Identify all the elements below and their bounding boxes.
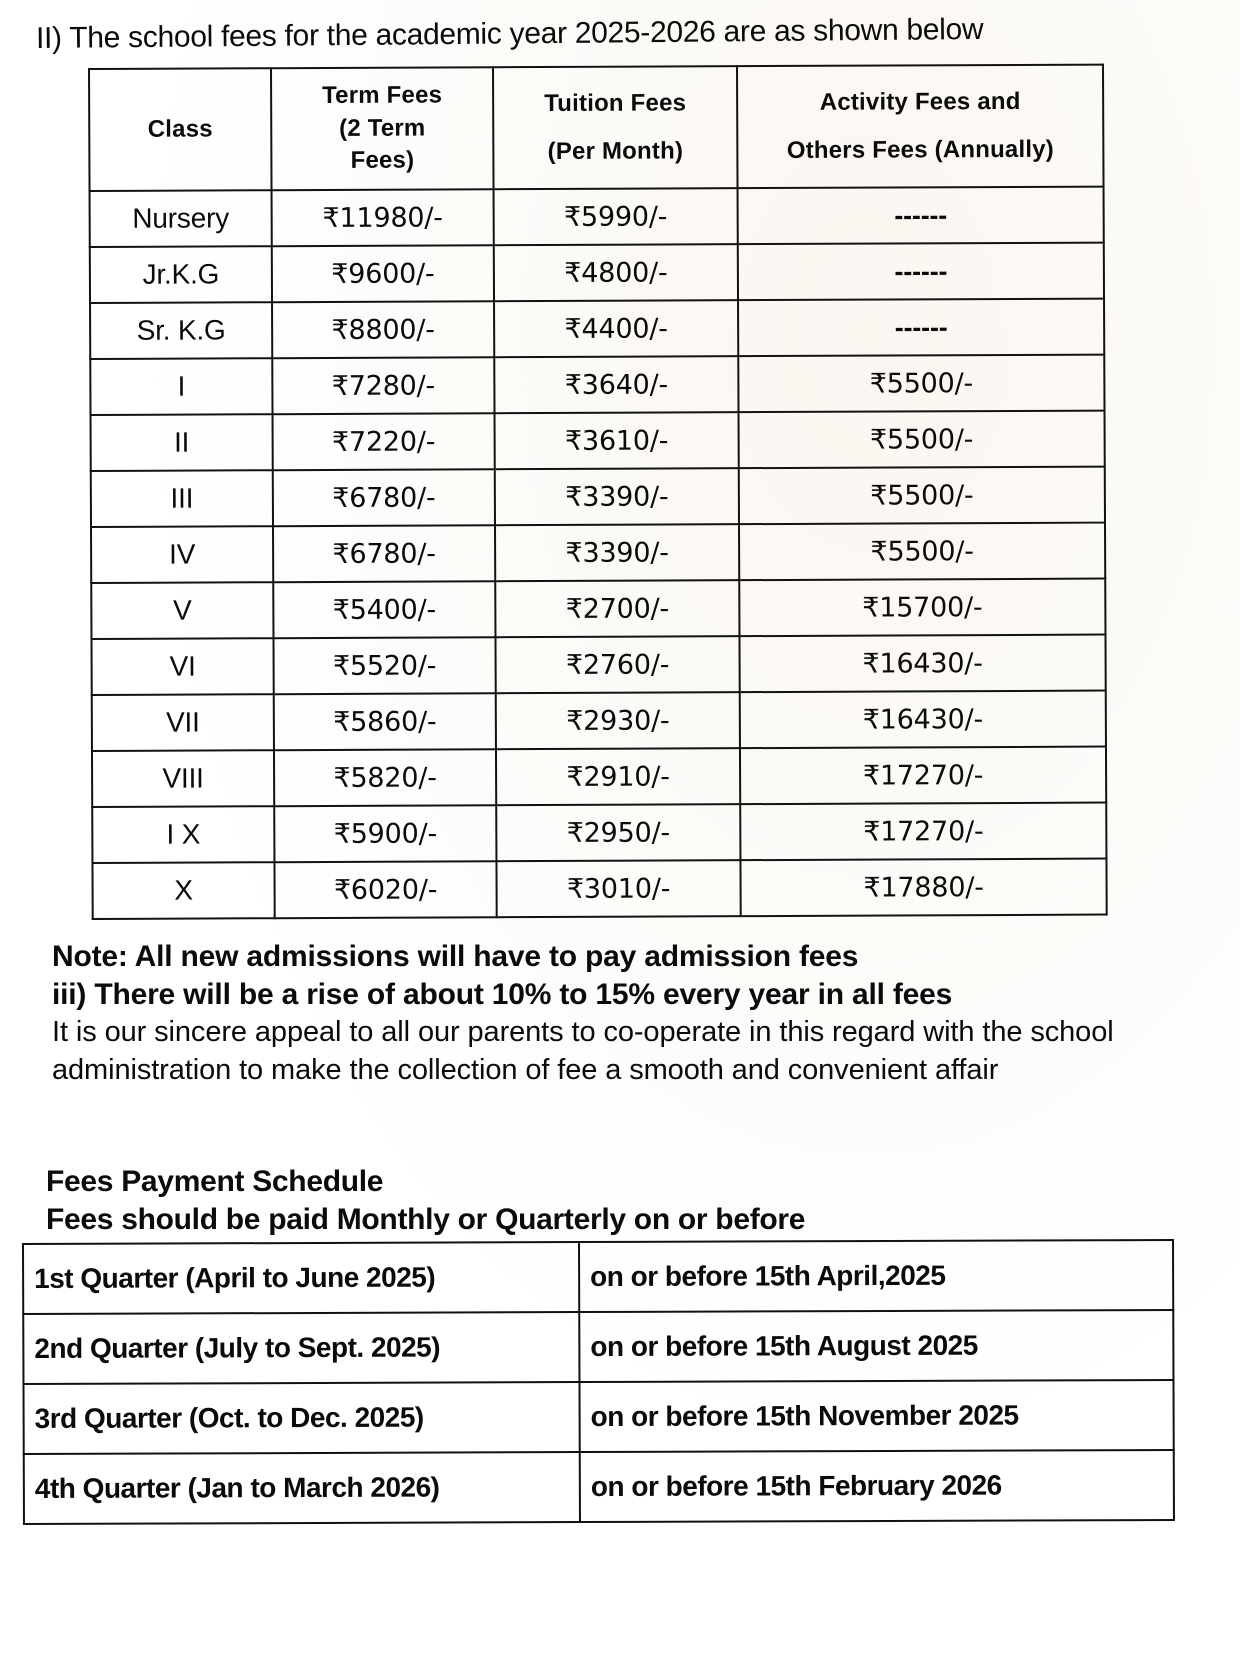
schedule-quarter-label: 1st Quarter (April to June 2025) xyxy=(23,1242,579,1314)
cell-class: I X xyxy=(92,806,274,863)
cell-tuition-fees: ₹2930/- xyxy=(496,692,740,749)
cell-term-fees: ₹7280/- xyxy=(272,357,494,414)
schedule-row xyxy=(23,1310,1173,1384)
cell-term-fees: ₹11980/- xyxy=(272,189,494,246)
cell-class: IV xyxy=(91,526,273,583)
cell-tuition-fees: ₹5990/- xyxy=(494,188,738,245)
note-admission: Note: All new admissions will have to pay admission fees xyxy=(52,940,859,973)
cell-tuition-fees: ₹2760/- xyxy=(495,636,739,693)
header-term-fees-line2: (2 Term xyxy=(339,114,426,142)
schedule-quarter-label: 2nd Quarter (July to Sept. 2025) xyxy=(23,1312,579,1384)
cell-tuition-fees: ₹2910/- xyxy=(496,748,740,805)
table-header-row xyxy=(89,65,1104,191)
schedule-row xyxy=(23,1240,1173,1314)
header-tuition-fees xyxy=(493,66,738,189)
header-class-label: Class xyxy=(147,115,213,143)
cell-activity-fees: ₹17880/- xyxy=(740,859,1106,917)
cell-term-fees: ₹5860/- xyxy=(274,693,496,750)
cell-activity-fees: ₹15700/- xyxy=(739,579,1105,637)
schedule-due-date: on or before 15th August 2025 xyxy=(579,1310,1173,1382)
header-activity-line2: Others Fees (Annually) xyxy=(786,135,1054,164)
cell-term-fees: ₹6780/- xyxy=(273,525,495,582)
schedule-title: Fees Payment Schedule xyxy=(46,1165,384,1198)
cell-activity-fees: ------ xyxy=(738,187,1104,245)
table-row xyxy=(91,579,1105,639)
cell-activity-fees: ------ xyxy=(738,299,1104,357)
schedule-row xyxy=(24,1450,1174,1524)
cell-class: X xyxy=(92,862,274,919)
cell-class: Jr.K.G xyxy=(90,246,272,303)
schedule-due-date: on or before 15th April,2025 xyxy=(579,1240,1173,1312)
note-appeal-paragraph: It is our sincere appeal to all our parents to co-operate in this regard with the school administration to make the collection of fee a smooth and convenient affair xyxy=(52,1016,1114,1086)
header-term-fees-line1: Term Fees xyxy=(322,81,443,110)
cell-class: VI xyxy=(91,638,273,695)
cell-term-fees: ₹5400/- xyxy=(273,581,495,638)
cell-activity-fees: ₹16430/- xyxy=(739,635,1105,693)
cell-class: I xyxy=(90,358,272,415)
table-row xyxy=(90,243,1104,303)
cell-tuition-fees: ₹4800/- xyxy=(494,244,738,301)
cell-term-fees: ₹6020/- xyxy=(274,861,496,918)
cell-class: Nursery xyxy=(90,190,272,247)
cell-activity-fees: ₹5500/- xyxy=(739,467,1105,525)
table-row xyxy=(91,523,1105,583)
cell-class: VIII xyxy=(92,750,274,807)
header-tuition-line1: Tuition Fees xyxy=(544,88,687,117)
table-row xyxy=(91,411,1105,471)
schedule-heading-block xyxy=(46,1163,1196,1239)
cell-tuition-fees: ₹3010/- xyxy=(496,860,740,917)
cell-tuition-fees: ₹2700/- xyxy=(495,580,739,637)
header-activity-line1: Activity Fees and xyxy=(819,87,1021,116)
cell-activity-fees: ₹5500/- xyxy=(739,411,1105,469)
cell-class: Sr. K.G xyxy=(90,302,272,359)
header-tuition-line2: (Per Month) xyxy=(547,137,684,165)
fees-table-container xyxy=(88,64,1106,920)
cell-activity-fees: ₹5500/- xyxy=(739,523,1105,581)
cell-tuition-fees: ₹3640/- xyxy=(494,356,738,413)
note-annual-rise: iii) There will be a rise of about 10% to 15% every year in all fees xyxy=(52,978,953,1012)
schedule-subtitle: Fees should be paid Monthly or Quarterly on or before xyxy=(46,1202,806,1236)
cell-tuition-fees: ₹3390/- xyxy=(495,468,739,525)
cell-class: II xyxy=(91,414,273,471)
cell-activity-fees: ₹17270/- xyxy=(740,747,1106,805)
school-fees-table xyxy=(88,64,1108,920)
table-row xyxy=(92,859,1106,919)
cell-activity-fees: ------ xyxy=(738,243,1104,301)
table-row xyxy=(92,747,1106,807)
cell-class: V xyxy=(91,582,273,639)
header-class xyxy=(89,68,272,191)
cell-tuition-fees: ₹3390/- xyxy=(495,524,739,581)
cell-term-fees: ₹5820/- xyxy=(274,749,496,806)
table-row xyxy=(90,299,1104,359)
cell-class: III xyxy=(91,470,273,527)
cell-term-fees: ₹6780/- xyxy=(273,469,495,526)
cell-term-fees: ₹5520/- xyxy=(273,637,495,694)
schedule-due-date: on or before 15th November 2025 xyxy=(579,1380,1173,1452)
table-row xyxy=(91,635,1105,695)
schedule-quarter-label: 4th Quarter (Jan to March 2026) xyxy=(24,1452,580,1524)
schedule-quarter-label: 3rd Quarter (Oct. to Dec. 2025) xyxy=(23,1382,579,1454)
table-row xyxy=(92,691,1106,751)
cell-activity-fees: ₹17270/- xyxy=(740,803,1106,861)
cell-tuition-fees: ₹3610/- xyxy=(495,412,739,469)
header-term-fees xyxy=(271,67,494,190)
schedule-table-container xyxy=(22,1239,1175,1525)
cell-term-fees: ₹9600/- xyxy=(272,245,494,302)
table-row xyxy=(90,187,1104,247)
table-row xyxy=(91,467,1105,527)
cell-term-fees: ₹5900/- xyxy=(274,805,496,862)
fees-table-header xyxy=(89,65,1104,191)
table-row xyxy=(92,803,1106,863)
cell-tuition-fees: ₹4400/- xyxy=(494,300,738,357)
cell-activity-fees: ₹16430/- xyxy=(740,691,1106,749)
intro-sentence: II) The school fees for the academic year 2025-2026 are as shown below xyxy=(35,12,984,55)
cell-term-fees: ₹8800/- xyxy=(272,301,494,358)
schedule-row xyxy=(23,1380,1173,1454)
notes-section xyxy=(52,938,1192,1089)
fees-table-body xyxy=(90,187,1107,919)
cell-class: VII xyxy=(92,694,274,751)
header-activity-fees xyxy=(737,65,1104,189)
fees-payment-schedule-table xyxy=(22,1239,1175,1525)
schedule-table-body xyxy=(23,1240,1174,1524)
schedule-due-date: on or before 15th February 2026 xyxy=(580,1450,1174,1522)
header-term-fees-line3: Fees) xyxy=(350,146,415,175)
cell-activity-fees: ₹5500/- xyxy=(738,355,1104,413)
table-row xyxy=(90,355,1104,415)
cell-term-fees: ₹7220/- xyxy=(273,413,495,470)
cell-tuition-fees: ₹2950/- xyxy=(496,804,740,861)
